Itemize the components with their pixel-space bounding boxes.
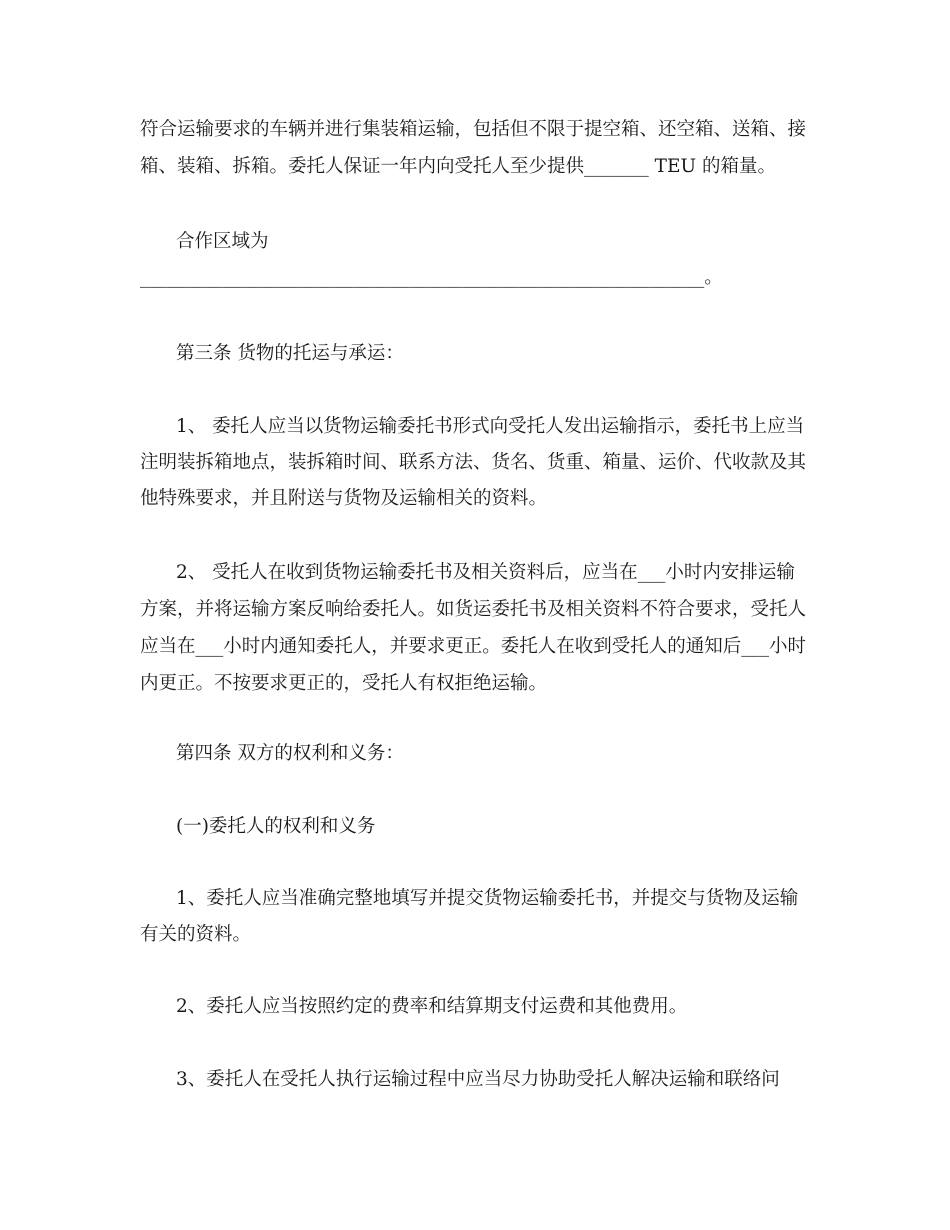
section-heading: 第四条 双方的权利和义务： [176, 743, 404, 764]
text-line: _____________________________________________________________。 [140, 267, 723, 288]
text-line: 符合运输要求的车辆并进行集装箱运输，包括但不限于提空箱、还空箱、送箱、接 [140, 119, 807, 140]
section-heading: 第三条 货物的托运与承运： [176, 343, 404, 364]
text-line: 注明装拆箱地点，装拆箱时间、联系方法、货名、货重、箱量、运价、代收款及其 [140, 452, 807, 473]
text-line: 他特殊要求，并且附送与货物及运输相关的资料。 [140, 488, 548, 509]
text-line: 箱、装箱、拆箱。委托人保证一年内向受托人至少提供_______ TEU 的箱量。 [140, 156, 776, 177]
text-line: 内更正。不按要求更正的，受托人有权拒绝运输。 [140, 673, 548, 694]
text-line: 有关的资料。 [140, 924, 252, 945]
text-line: 2、委托人应当按照约定的费率和结算期支付运费和其他费用。 [176, 996, 688, 1017]
text-line: 3、委托人在受托人执行运输过程中应当尽力协助受托人解决运输和联络问 [176, 1069, 780, 1090]
text-line: 1、委托人应当准确完整地填写并提交货物运输委托书，并提交与货物及运输 [176, 888, 799, 909]
text-line: 2、 受托人在收到货物运输委托书及相关资料后，应当在___小时内安排运输 [176, 562, 795, 583]
text-line: 1、 委托人应当以货物运输委托书形式向受托人发出运输指示，委托书上应当 [176, 416, 805, 437]
text-line: 方案，并将运输方案反响给委托人。如货运委托书及相关资料不符合要求，受托人 [140, 599, 807, 620]
text-line: 应当在___小时内通知委托人，并要求更正。委托人在收到受托人的通知后___小时 [140, 636, 807, 657]
subsection-heading: (一)委托人的权利和义务 [176, 816, 376, 837]
text-line: 合作区域为 [176, 231, 269, 252]
